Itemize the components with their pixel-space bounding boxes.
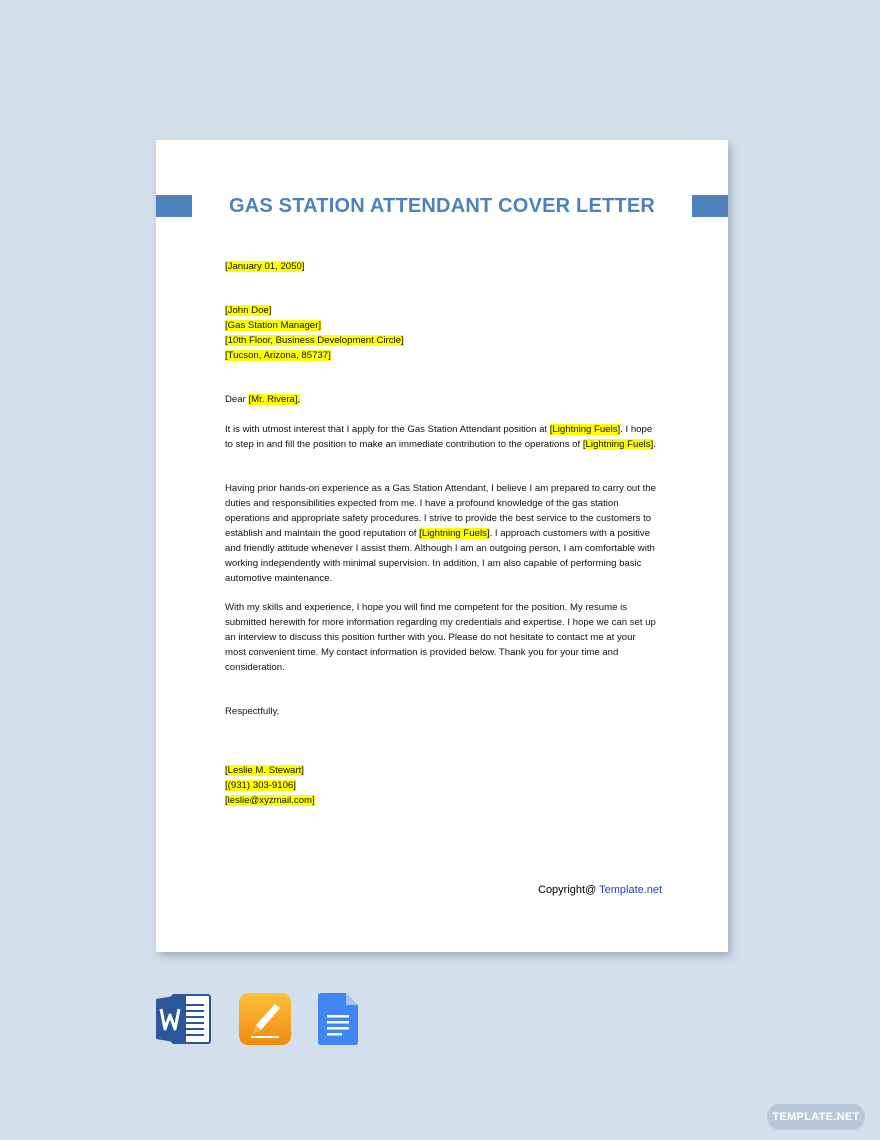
salutation-name: [Mr. Rivera],	[248, 394, 301, 405]
recipient-address-line2: [Tucson, Arizona, 85737]	[225, 350, 331, 361]
closing: Respectfully,	[225, 706, 280, 717]
recipient-block	[225, 303, 659, 363]
recipient-position: [Gas Station Manager]	[225, 320, 321, 331]
company-name: [Lightning Fuels]	[582, 439, 654, 450]
paragraph-1: It is with utmost interest that I apply for the Gas Station Attendant position at [Lightning Fuels]. I hope to step in and fill the position to make an immediate contribution to the operations of [Lightning Fuels].	[225, 424, 656, 450]
microsoft-word-icon[interactable]	[156, 993, 212, 1050]
recipient-name: [John Doe]	[225, 305, 272, 316]
recipient-address-line1: [10th Floor, Business Development Circle]	[225, 335, 404, 346]
paragraph-2: Having prior hands-on experience as a Gas Station Attendant, I believe I am prepared to carry out the duties and responsibilities expected from me. I have a profound knowledge of the gas station operations and appropriate safety procedures. I strive to provide the best service to the customers to establish and maintain the good reputation of [Lightning Fuels]. I approach customers with a positive and friendly attitude whenever I assist them. Although I am an outgoing person, I am comfortable with working independently with minimal supervision. In addition, I am also capable of performing basic automotive maintenance.	[225, 483, 656, 584]
company-name: [Lightning Fuels]	[549, 424, 621, 435]
paragraph-3: With my skills and experience, I hope you will find me competent for the position. My resume is submitted herewith for more information regarding my credentials and expertise. I hope we can set up an interview to discuss this position further with you. Please do not hesitate to contact me at your most convenient time. My contact information is provided below. Thank you for your time and consideration.	[225, 602, 656, 673]
sender-phone: [(931) 303-9106]	[225, 780, 296, 791]
copyright-notice: Copyright@ Template.net	[538, 884, 663, 896]
template-net-link[interactable]: Template.net	[599, 884, 663, 896]
template-net-badge[interactable]: TEMPLATE.NET	[767, 1104, 865, 1130]
sender-email: [leslie@xyzmail.com]	[225, 795, 315, 806]
letter-date: [January 01, 2050]	[225, 261, 305, 272]
document-page	[156, 140, 728, 952]
document-title: GAS STATION ATTENDANT COVER LETTER	[228, 195, 656, 217]
google-docs-icon[interactable]	[318, 993, 358, 1050]
sender-name: [Leslie M. Stewart]	[225, 765, 304, 776]
company-name: [Lightning Fuels]	[419, 528, 490, 539]
salutation: Dear [Mr. Rivera],	[225, 394, 301, 405]
sender-block	[225, 763, 659, 808]
apple-pages-icon[interactable]	[239, 993, 291, 1050]
